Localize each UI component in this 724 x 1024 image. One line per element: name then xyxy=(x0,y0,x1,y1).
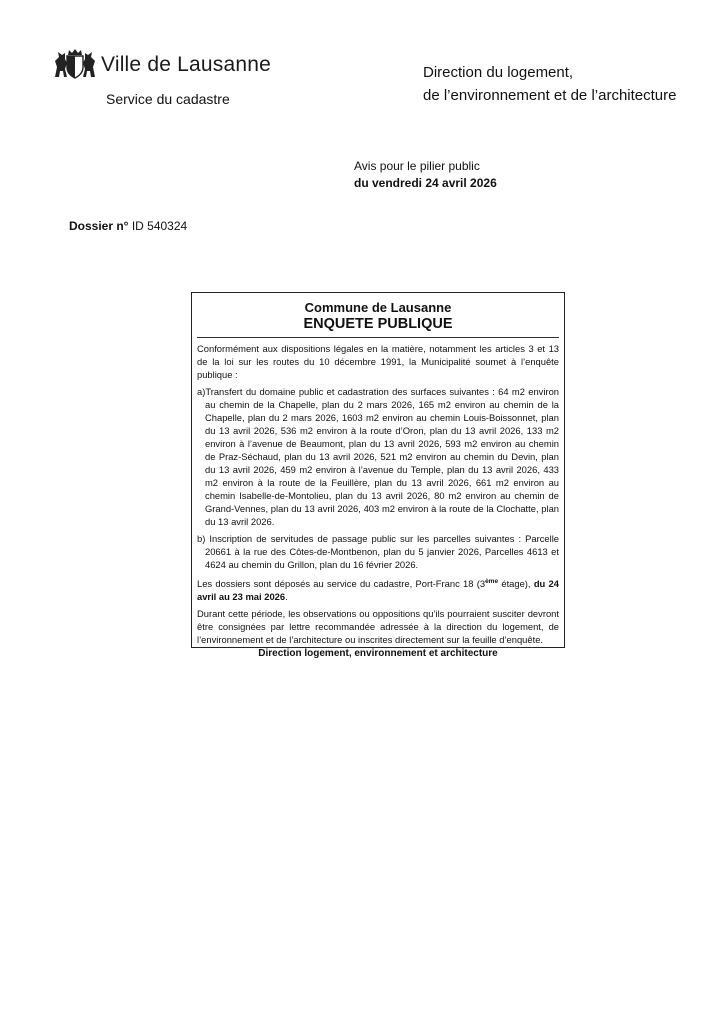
department-line-1: Direction du logement, xyxy=(423,64,574,81)
item-a-marker: a) xyxy=(197,386,206,397)
signature: Direction logement, environnement et architecture xyxy=(258,648,498,660)
deposit-dates: du 24 avril au 23 mai 2026 xyxy=(197,578,559,603)
intro-paragraph: Conformément aux dispositions légales en la matière, notamment les articles 3 et 13 de la loi sur les routes du 10 décembre 1991, la Municipalité soumet à l’enquête publique : xyxy=(197,343,559,380)
deposit-text: Les dossiers sont déposés au service du cadastre, Port-Franc 18 (3 xyxy=(197,578,486,590)
inquiry-title: ENQUETE PUBLIQUE xyxy=(303,316,453,332)
deposit-end: . xyxy=(285,591,288,603)
notice-date: du vendredi 24 avril 2026 xyxy=(354,176,497,190)
deposit-floor-sup: ème xyxy=(485,578,499,585)
item-a-text: Transfert du domaine public et cadastration des surfaces suivantes : 64 m2 environ au chemin de la Chapelle, plan du 2 mars 2026, 165 m2 environ au chemin de la Chapelle, plan du 2 mars 2026, 1603 m2 environ au chemin Louis-Boissonnet, plan du 13 avril 2026, 536 m2 environ à la route d’Oron, plan du 13 avril 2026, 133 m2 environ à l’avenue de Beaumont, plan du 13 avril 2026, 593 m2 environ au chemin de Praz-Séchaud, plan du 13 avril 2026, 521 m2 environ au chemin du Devin, plan du 13 avril 2026, 459 m2 environ à l’avenue du Temple, plan du 13 avril 2026, 433 m2 environ à la route de la Feuillère, plan du 13 avril 2026, 661 m2 environ au chemin Isabelle-de-Montolieu, plan du 13 avril 2026, 80 m2 environ au chemin de Grand-Vennes, plan du 13 avril 2026, 403 m2 environ à la route de la Clochatte, plan du 13 avril 2026. xyxy=(205,386,559,527)
dossier-value: ID 540324 xyxy=(128,219,188,233)
lausanne-crest-icon xyxy=(53,49,97,79)
public-inquiry-box xyxy=(191,292,565,660)
deposit-paragraph xyxy=(197,575,559,603)
notice-label: Avis pour le pilier public xyxy=(354,159,480,173)
deposit-text-2: étage), xyxy=(498,578,534,590)
commune-title: Commune de Lausanne xyxy=(304,300,452,315)
item-b-text: Inscription de servitudes de passage public sur les parcelles suivantes : Parcelle 20661 à la rue des Côtes-de-Montbenon, plan du 5 janvier 2026, Parcelles 4613 et 4624 au chemin du Grillon, plan du 16 février 2026. xyxy=(205,533,559,570)
item-b-marker: b) xyxy=(197,533,206,544)
item-b xyxy=(197,532,559,571)
department-line-2: de l’environnement et de l’architecture xyxy=(423,87,677,104)
dossier-number xyxy=(69,219,187,233)
item-a xyxy=(197,385,559,528)
dossier-label: Dossier n° xyxy=(69,219,129,233)
period-paragraph: Durant cette période, les observations ou oppositions qu’ils pourraient susciter devront être consignées par lettre recommandée adressée à la direction du logement, de l’environnement et de l’architecture ou inscrites directement sur la feuille d’enquête. xyxy=(197,608,559,646)
city-name: Ville de Lausanne xyxy=(101,53,271,76)
divider xyxy=(197,337,559,338)
service-name: Service du cadastre xyxy=(106,91,230,107)
